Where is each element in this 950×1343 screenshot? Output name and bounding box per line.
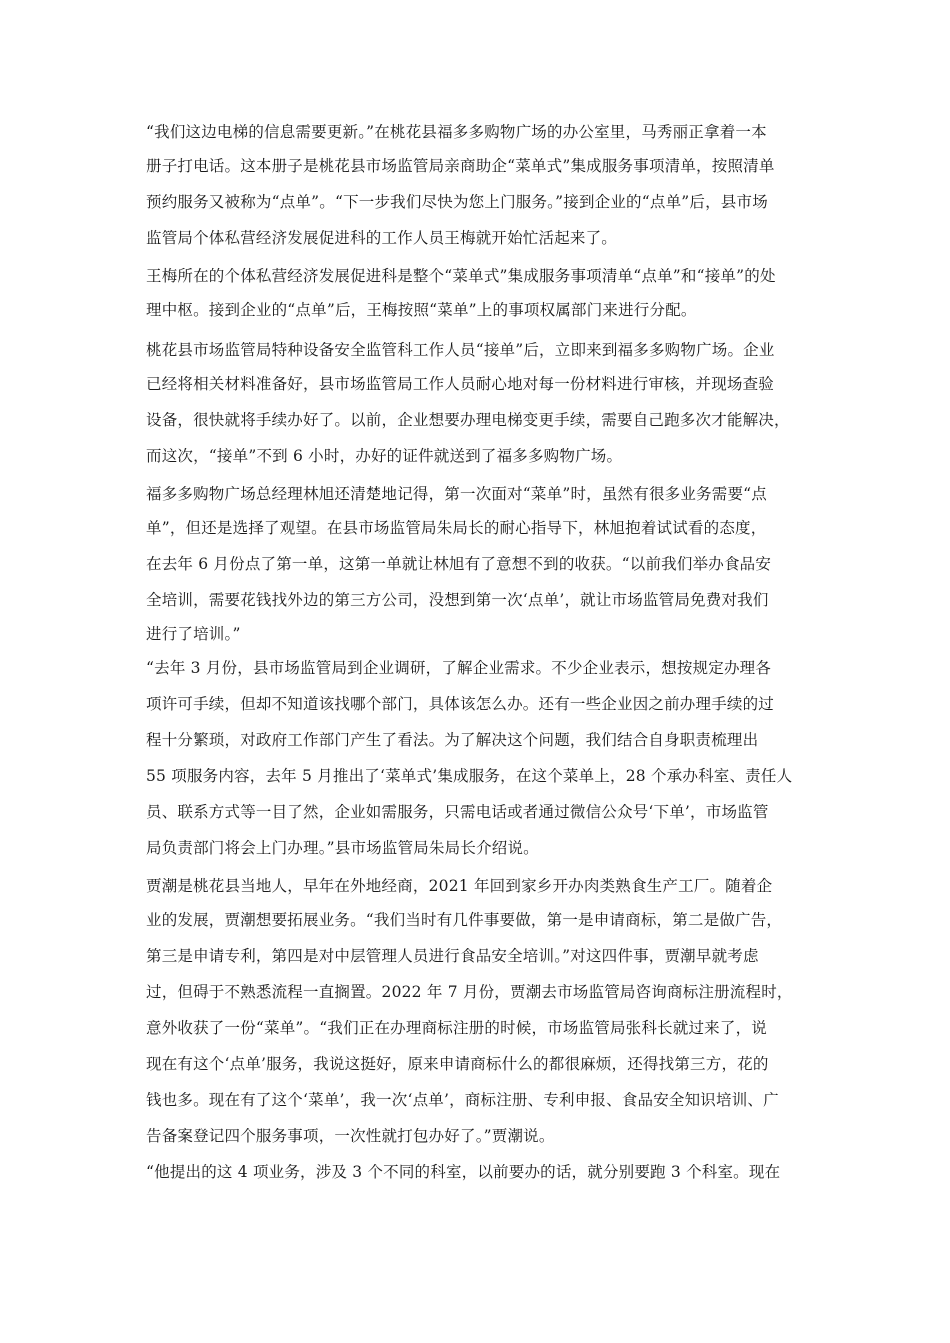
text-line: 业的发展，贾潮想要拓展业务。“我们当时有几件事要做，第一是申请商标，第二是做广告，	[146, 911, 783, 929]
text-line: 钱也多。现在有了这个‘菜单’，我一次‘点单’，商标注册、专利申报、食品安全知识培训、广	[146, 1091, 779, 1109]
text-line: 桃花县市场监管局特种设备安全监管科工作人员“接单”后，立即来到福多多购物广场。企业	[146, 341, 775, 359]
text-line: 告备案登记四个服务事项，一次性就打包办好了。”贾潮说。	[146, 1127, 555, 1145]
text-line: 意外收获了一份“菜单”。“我们正在办理商标注册的时候，市场监管局张科长就过来了，说	[146, 1019, 767, 1037]
text-line: 局负责部门将会上门办理。”县市场监管局朱局长介绍说。	[146, 839, 539, 857]
text-line: 单”，但还是选择了观望。在县市场监管局朱局长的耐心指导下，林旭抱着试试看的态度，	[146, 519, 767, 537]
text-line: 员、联系方式等一目了然，企业如需服务，只需电话或者通过微信公众号‘下单’，市场监管	[146, 803, 769, 821]
text-line: 程十分繁琐，对政府工作部门产生了看法。为了解决这个问题，我们结合自身职责梳理出	[146, 731, 759, 749]
text-line: 在去年 6 月份点了第一单，这第一单就让林旭有了意想不到的收获。“以前我们举办食品安	[146, 555, 772, 573]
text-line: 预约服务又被称为“点单”。“下一步我们尽快为您上门服务。”接到企业的“点单”后，县市场	[146, 193, 768, 211]
text-line: 全培训，需要花钱找外边的第三方公司，没想到第一次‘点单’，就让市场监管局免费对我们	[146, 591, 769, 609]
text-line: 设备，很快就将手续办好了。以前，企业想要办理电梯变更手续，需要自己跑多次才能解决，	[146, 411, 790, 429]
text-line: “他提出的这 4 项业务，涉及 3 个不同的科室，以前要办的话，就分别要跑 3 个科室。现在	[146, 1163, 781, 1181]
text-line: 而这次，“接单”不到 6 小时，办好的证件就送到了福多多购物广场。	[146, 447, 623, 465]
text-line: “我们这边电梯的信息需要更新。”在桃花县福多多购物广场的办公室里，马秀丽正拿着一本	[146, 123, 767, 141]
text-line: 55 项服务内容，去年 5 月推出了‘菜单式’集成服务，在这个菜单上，28 个承办科室、责任人	[146, 767, 793, 785]
text-line: 理中枢。接到企业的“点单”后，王梅按照“菜单”上的事项权属部门来进行分配。	[146, 301, 697, 319]
text-line: 册子打电话。这本册子是桃花县市场监管局亲商助企“菜单式”集成服务事项清单，按照清单	[146, 157, 775, 175]
text-line: 项许可手续，但却不知道该找哪个部门，具体该怎么办。还有一些企业因之前办理手续的过	[146, 695, 775, 713]
text-line: 贾潮是桃花县当地人，早年在外地经商，2021 年回到家乡开办肉类熟食生产工厂。随着企	[146, 877, 773, 895]
text-line: 已经将相关材料准备好，县市场监管局工作人员耐心地对每一份材料进行审核，并现场查验	[146, 375, 775, 393]
text-line: 第三是申请专利，第四是对中层管理人员进行食品安全培训。”对这四件事，贾潮早就考虑	[146, 947, 759, 965]
text-line: 过，但碍于不熟悉流程一直搁置。2022 年 7 月份，贾潮去市场监管局咨询商标注册流程时，	[146, 983, 793, 1001]
text-line: 监管局个体私营经济发展促进科的工作人员王梅就开始忙活起来了。	[146, 229, 618, 247]
text-line: 王梅所在的个体私营经济发展促进科是整个“菜单式”集成服务事项清单“点单”和“接单”的处	[146, 267, 776, 285]
text-line: 现在有这个‘点单’服务，我说这挺好，原来申请商标什么的都很麻烦，还得找第三方，花的	[146, 1055, 769, 1073]
text-line: 进行了培训。”	[146, 625, 241, 643]
text-line: 福多多购物广场总经理林旭还清楚地记得，第一次面对“菜单”时，虽然有很多业务需要“点	[146, 485, 767, 503]
text-line: “去年 3 月份，县市场监管局到企业调研，了解企业需求。不少企业表示，想按规定办理各	[146, 659, 772, 677]
